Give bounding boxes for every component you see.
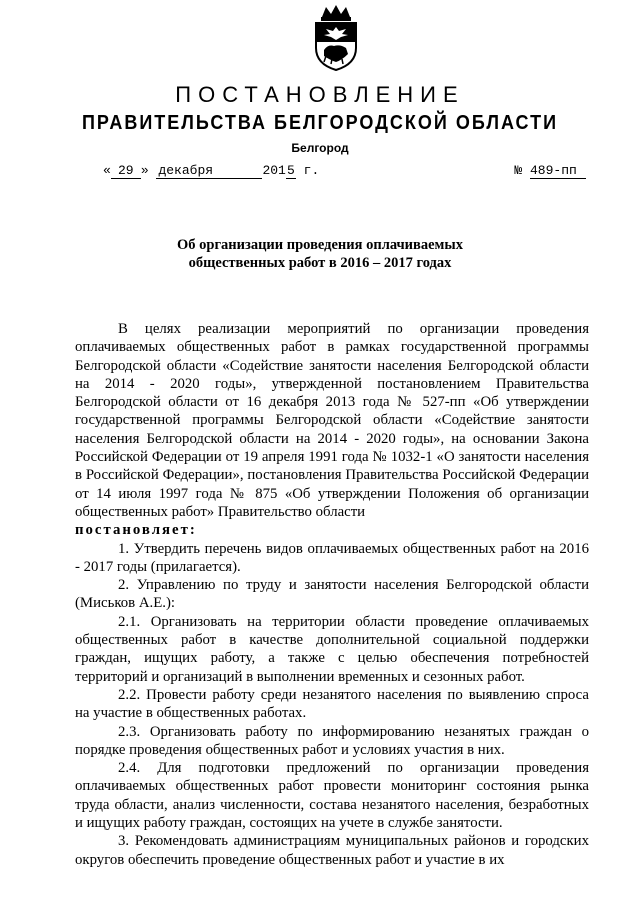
paragraph-2-4: 2.4. Для подготовки предложений по организации проведения оплачиваемых общественных работ провести мониторинг состояния рынка труда области, анализ численности, состава незанятого населения, безработных и ищущих работу граждан, состоящих на учете в службе занятости.: [75, 760, 589, 832]
city-name: Белгород: [291, 141, 349, 155]
coat-of-arms-icon: [306, 4, 366, 72]
date-year-prefix: 201: [262, 163, 286, 178]
document-body: [75, 320, 589, 869]
date-month: декабря: [156, 163, 262, 179]
resolves-word: постановляет:: [75, 522, 197, 539]
document-type-title: ПОСТАНОВЛЕНИЕ: [175, 82, 465, 107]
paragraph-2-3: 2.3. Организовать работу по информированию незанятых граждан о порядке проведения общественных работ и условиях участия в них.: [75, 723, 589, 758]
subject-line-1: Об организации проведения оплачиваемых: [176, 237, 463, 253]
date-open-quote: «: [103, 163, 111, 178]
document-number: [514, 163, 586, 179]
resolves-line: [75, 521, 589, 539]
issuing-authority: ПРАВИТЕЛЬСТВА БЕЛГОРОДСКОЙ ОБЛАСТИ: [81, 110, 559, 134]
date-close-quote: »: [140, 163, 149, 178]
preamble-paragraph: В целях реализации мероприятий по организации проведения оплачиваемых общественных работ в рамках государственной программы Белгородской области «Содействие занятости населения Белгородской области на 2014 - 2020 годы», утвержденной постановлением Правительства Белгородской области от 16 декабря 2013 года № 527-пп «Об утверждении государственной программы Белгородской области «Содействие занятости населения Белгородской области на 2014 - 2020 годы», на основании Закона Российской Федерации от 19 апреля 1991 года № 1032-1 «О занятости населения в Российской Федерации», постановления Правительства Российской Федерации от 14 июля 1997 года № 875 «Об утверждении Положения об организации общественных работ» Правительство области: [75, 321, 589, 520]
paragraph-2: 2. Управлению по труду и занятости населения Белгородской области (Миськов А.Е.):: [75, 577, 589, 612]
paragraph-2-2: 2.2. Провести работу среди незанятого населения по выявлению спроса на участие в общественных работах.: [75, 686, 589, 722]
paragraph-3: 3. Рекомендовать администрациям муниципальных районов и городских округов обеспечить проведение общественных работ и участие в их: [75, 833, 589, 868]
date-year-suffix: г.: [295, 163, 320, 178]
date-day: 29: [111, 163, 141, 179]
paragraph-1: 1. Утвердить перечень видов оплачиваемых общественных работ на 2016 - 2017 годы (прилагается).: [75, 540, 589, 575]
document-subject: [0, 236, 640, 272]
number-value: 489-пп: [530, 163, 586, 179]
subject-line-2: общественных работ в 2016 – 2017 годах: [188, 255, 452, 271]
paragraph-2-1: 2.1. Организовать на территории области проведение оплачиваемых общественных работ в качестве дополнительной социальной поддержки граждан, ищущих работу, а также с целью обеспечения потребностей территорий и организаций в выполнении временных и сезонных работ.: [75, 613, 589, 685]
number-prefix: №: [514, 163, 523, 178]
document-date: [103, 163, 319, 179]
date-year-digit: 5: [286, 163, 295, 178]
